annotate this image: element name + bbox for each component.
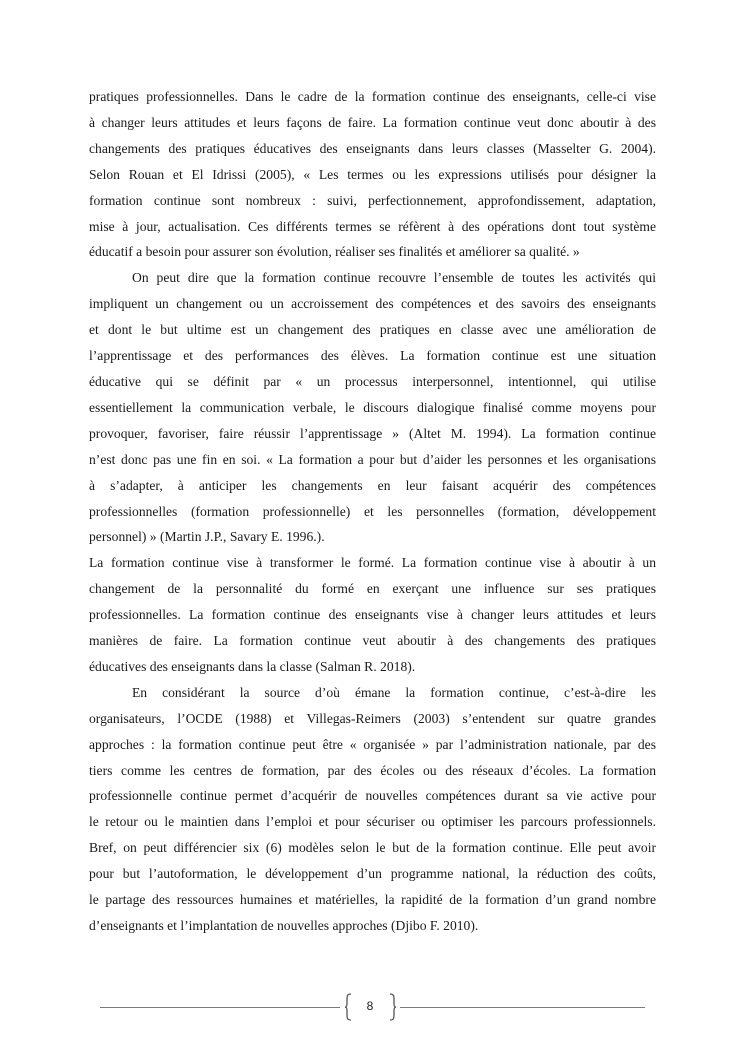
text-line: éducative qui se définit par « un processus interpersonnel, intentionnel, qui utilise (89, 373, 656, 389)
paragraph-p2 (89, 265, 656, 550)
paragraph-p1 (89, 84, 656, 265)
text-line: On peut dire que la formation continue recouvre l’ensemble de toutes les activités qui (132, 270, 656, 286)
text-line: et dont le but ultime est un changement des pratiques en classe avec une amélioration de (89, 322, 656, 338)
text-line: l’apprentissage et des performances des élèves. La formation continue est une situation (89, 348, 656, 364)
text-line: organisateurs, l’OCDE (1988) et Villegas-Reimers (2003) s’entendent sur quatre grandes (89, 710, 656, 726)
text-line: à changer leurs attitudes et leurs façons de faire. La formation continue veut donc aboutir à des (89, 114, 656, 130)
text-line: personnel) » (Martin J.P., Savary E. 1996.). (89, 529, 325, 545)
text-line: d’enseignants et l’implantation de nouvelles approches (Djibo F. 2010). (89, 918, 479, 933)
text-line: éducatives des enseignants dans la classe (Salman R. 2018). (89, 658, 416, 674)
text-line: professionnelles. La formation continue des enseignants vise à changer leurs attitudes et leurs (89, 607, 656, 623)
text-line: Bref, on peut différencier six (6) modèles selon le but de la formation continue. Elle peut avoir (89, 840, 656, 856)
page-number: 8 (366, 999, 374, 1013)
left-brace-icon (344, 993, 352, 1021)
text-line: mise à jour, actualisation. Ces différents termes se réfèrent à des opérations dont tout système (89, 218, 656, 234)
text-line: changements des pratiques éducatives des enseignants dans leurs classes (Masselter G. 2004). (89, 140, 656, 156)
text-line: essentiellement la communication verbale, le discours dialogique finalisé comme moyens pour (89, 399, 656, 415)
text-line: Selon Rouan et El Idrissi (2005), « Les termes ou les expressions utilisés pour désigner la (89, 166, 656, 182)
footer-rule-left (100, 1007, 340, 1008)
text-line: n’est donc pas une fin en soi. « La formation a pour but d’aider les personnes et les organisations (89, 451, 656, 467)
paragraph-p3 (89, 550, 656, 680)
text-line: le partage des ressources humaines et matérielles, la rapidité de la formation d’un grand nombre (89, 892, 656, 908)
text-line: La formation continue vise à transformer le formé. La formation continue vise à aboutir à un (89, 555, 656, 571)
text-line: formation continue sont nombreux : suivi, perfectionnement, approfondissement, adaptation, (89, 192, 656, 208)
text-line: à s’adapter, à anticiper les changements en leur faisant acquérir des compétences (89, 477, 656, 493)
text-line: pratiques professionnelles. Dans le cadre de la formation continue des enseignants, celle-ci vise (89, 89, 656, 104)
text-line: approches : la formation continue peut être « organisée » par l’administration nationale, par des (89, 736, 656, 752)
text-line: manières de faire. La formation continue veut aboutir à des changements des pratiques (89, 633, 656, 649)
footer-rule-right (400, 1007, 645, 1008)
text-line: éducatif a besoin pour assurer son évolution, réaliser ses finalités et améliorer sa qualité. » (89, 244, 580, 260)
text-line: impliquent un changement ou un accroissement des compétences et des savoirs des enseignants (89, 296, 656, 312)
paragraph-p4 (89, 680, 656, 939)
text-line: changement de la personnalité du formé en exerçant une influence sur ses pratiques (89, 581, 656, 597)
text-line: provoquer, favoriser, faire réussir l’apprentissage » (Altet M. 1994). La formation continue (89, 425, 656, 441)
page-body (89, 84, 656, 939)
page-footer (100, 993, 645, 1023)
text-line: tiers comme les centres de formation, par des écoles ou des réseaux d’écoles. La formation (89, 762, 656, 778)
text-line: En considérant la source d’où émane la formation continue, c’est-à-dire les (132, 684, 656, 700)
right-brace-icon (389, 993, 397, 1021)
text-line: professionnelles (formation professionnelle) et les personnelles (formation, développement (89, 503, 656, 519)
text-line: le retour ou le maintien dans l’emploi et pour sécuriser ou optimiser les parcours professionnels. (89, 814, 656, 830)
text-line: pour but l’autoformation, le développement d’un programme national, la réduction des coûts, (89, 866, 656, 882)
text-line: professionnelle continue permet d’acquérir de nouvelles compétences durant sa vie active pour (89, 788, 656, 804)
